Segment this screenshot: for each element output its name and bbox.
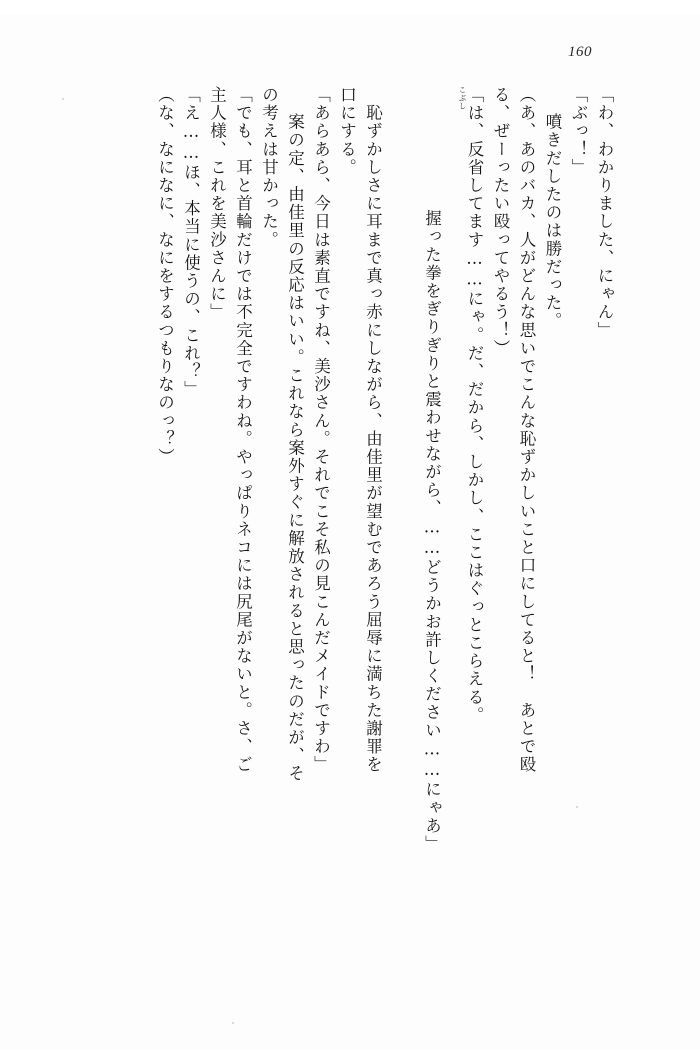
text-line: （あ、あのバカ、人がどんな思いでこんな恥ずかしいこと口にしてると！ あとで殴 [517,86,536,774]
vertical-text-body [50,86,612,986]
text-line: 「ぶっ！」 [569,86,588,177]
text-line: る、ぜーったい殴ってやるう！） [491,86,510,358]
paper-speck [62,98,64,100]
text-line: 案の定、由佳里の反応はいい。これなら案外すぐに解放されると思ったのだが、そ [285,95,305,783]
text-line: 主人様、これを美沙さんに」 [207,86,227,322]
text-line: 「でも、耳と首輪だけでは不完全ですわね。やっぱりネコには尻尾がないと。さ、ご [233,86,253,774]
text-line: 噴きだしたのは勝だった。 [543,95,562,331]
ruby-annotation: こぶし [458,86,467,110]
ruby-base-line: 握った拳をぎりぎりと震わせながら、……どうかお許しください……にゃあ」 [422,209,442,854]
text-line: の考えは甘かった。 [259,86,279,249]
text-line: 「あらあら、今日は素直ですね、美沙さん。それでこそ私の見こんだメイドですわ」 [311,86,331,774]
paper-speck [576,806,578,808]
paper-speck [232,1022,234,1024]
text-line: （な、なになに、なにをするつもりなのっ？） [155,86,175,467]
text-line: 恥ずかしさに耳まで真っ赤にしながら、由佳里が望むであろう屈辱に満ちた謝罪を [363,86,383,774]
text-line-with-ruby [390,86,467,986]
text-line: 「え……ほ、本当に使うの、これ？」 [181,86,201,399]
page-number: 160 [568,44,592,60]
text-line: 口にする。 [337,86,357,177]
text-line: 「は、反省してます……にゃ。だ、だから、しかし、ここはぐっとこらえる。 [465,86,484,725]
page-top-margin [0,0,700,14]
text-line: 「わ、わかりました、にゃん」 [595,86,614,340]
